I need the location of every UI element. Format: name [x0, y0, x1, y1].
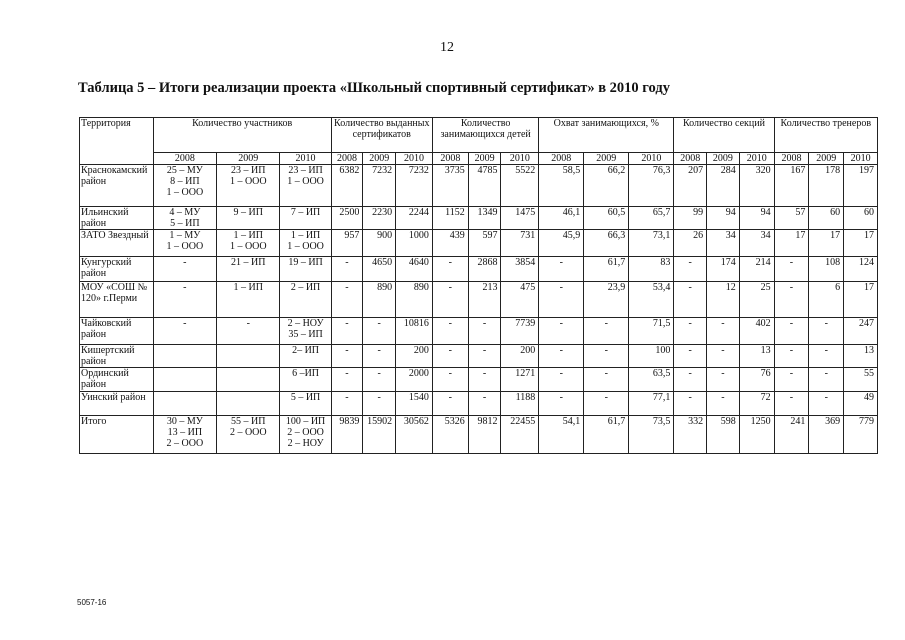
children-cell: -: [468, 345, 501, 368]
header-territory: Территория: [80, 118, 154, 165]
trainers-cell: 108: [809, 257, 844, 282]
document-code: 5057-16: [77, 598, 107, 607]
participants-cell: 1 – ИП 1 – ООО: [280, 230, 331, 257]
trainers-cell: 197: [844, 165, 878, 207]
children-cell: 1271: [501, 368, 539, 392]
sections-cell: -: [707, 368, 740, 392]
children-cell: -: [432, 318, 468, 345]
children-cell: 731: [501, 230, 539, 257]
sections-cell: -: [674, 392, 707, 416]
territory-cell: Краснокамский район: [80, 165, 154, 207]
trainers-cell: 178: [809, 165, 844, 207]
header-certificates: Количество выданных сертификатов: [331, 118, 432, 153]
participants-cell: 2– ИП: [280, 345, 331, 368]
table-row: [80, 165, 878, 207]
sections-cell: -: [674, 345, 707, 368]
coverage-cell: -: [539, 318, 584, 345]
coverage-cell: -: [539, 368, 584, 392]
children-cell: 3854: [501, 257, 539, 282]
participants-cell: 5 – ИП: [280, 392, 331, 416]
sections-cell: 284: [707, 165, 740, 207]
children-cell: 3735: [432, 165, 468, 207]
coverage-cell: -: [584, 345, 629, 368]
coverage-cell: 66,3: [584, 230, 629, 257]
certificates-cell: -: [331, 368, 363, 392]
trainers-cell: -: [774, 392, 809, 416]
children-cell: -: [468, 368, 501, 392]
participants-cell: [153, 392, 216, 416]
certificates-cell: -: [363, 345, 396, 368]
certificates-cell: -: [363, 368, 396, 392]
certificates-cell: 2230: [363, 207, 396, 230]
coverage-cell: 58,5: [539, 165, 584, 207]
sections-cell: 214: [739, 257, 774, 282]
children-cell: 5522: [501, 165, 539, 207]
children-cell: -: [468, 318, 501, 345]
coverage-cell: -: [539, 345, 584, 368]
header-children: Количество занимающихся детей: [432, 118, 538, 153]
coverage-cell: 83: [629, 257, 674, 282]
sections-cell: -: [707, 318, 740, 345]
participants-cell: 9 – ИП: [217, 207, 280, 230]
year-header: 2009: [707, 153, 740, 165]
certificates-cell: 4640: [396, 257, 433, 282]
year-header: 2008: [331, 153, 363, 165]
sections-cell: -: [707, 345, 740, 368]
trainers-cell: 60: [809, 207, 844, 230]
children-cell: 213: [468, 282, 501, 318]
coverage-cell: 73,1: [629, 230, 674, 257]
sections-cell: 34: [707, 230, 740, 257]
children-cell: 1188: [501, 392, 539, 416]
participants-cell: [217, 392, 280, 416]
coverage-cell: -: [584, 368, 629, 392]
sections-cell: 332: [674, 416, 707, 454]
sections-cell: 34: [739, 230, 774, 257]
sections-cell: 94: [707, 207, 740, 230]
sections-cell: 207: [674, 165, 707, 207]
territory-cell: Уинский район: [80, 392, 154, 416]
year-header: 2009: [468, 153, 501, 165]
sections-cell: 94: [739, 207, 774, 230]
coverage-cell: 54,1: [539, 416, 584, 454]
sections-cell: 13: [739, 345, 774, 368]
certificates-cell: -: [363, 318, 396, 345]
year-header: 2010: [739, 153, 774, 165]
coverage-cell: -: [539, 257, 584, 282]
certificates-cell: -: [331, 257, 363, 282]
participants-cell: [153, 368, 216, 392]
trainers-cell: -: [774, 368, 809, 392]
page-number: 12: [440, 40, 454, 55]
table-row: [80, 282, 878, 318]
certificates-cell: 890: [396, 282, 433, 318]
territory-cell: Итого: [80, 416, 154, 454]
sections-cell: 25: [739, 282, 774, 318]
territory-cell: Чайковский район: [80, 318, 154, 345]
coverage-cell: 23,9: [584, 282, 629, 318]
territory-cell: Ординский район: [80, 368, 154, 392]
trainers-cell: -: [809, 392, 844, 416]
certificates-cell: -: [331, 318, 363, 345]
children-cell: 22455: [501, 416, 539, 454]
year-header: 2009: [809, 153, 844, 165]
coverage-cell: 46,1: [539, 207, 584, 230]
participants-cell: -: [217, 318, 280, 345]
certificates-cell: -: [331, 392, 363, 416]
certificates-cell: 4650: [363, 257, 396, 282]
year-header: 2008: [432, 153, 468, 165]
participants-cell: 1 – МУ 1 – ООО: [153, 230, 216, 257]
territory-cell: МОУ «СОШ № 120» г.Перми: [80, 282, 154, 318]
trainers-cell: 57: [774, 207, 809, 230]
sections-cell: 12: [707, 282, 740, 318]
sections-cell: -: [707, 392, 740, 416]
certificates-cell: 15902: [363, 416, 396, 454]
coverage-cell: 63,5: [629, 368, 674, 392]
sections-cell: -: [674, 282, 707, 318]
territory-cell: ЗАТО Звездный: [80, 230, 154, 257]
participants-cell: 55 – ИП 2 – ООО: [217, 416, 280, 454]
trainers-cell: 779: [844, 416, 878, 454]
trainers-cell: 60: [844, 207, 878, 230]
sections-cell: 402: [739, 318, 774, 345]
sections-cell: 320: [739, 165, 774, 207]
participants-cell: [153, 345, 216, 368]
table-row: [80, 368, 878, 392]
table-row: [80, 207, 878, 230]
children-cell: -: [432, 368, 468, 392]
header-coverage: Охват занимающихся, %: [539, 118, 674, 153]
coverage-cell: -: [584, 392, 629, 416]
header-trainers: Количество тренеров: [774, 118, 877, 153]
territory-cell: Кунгурский район: [80, 257, 154, 282]
table-body: [80, 165, 878, 454]
trainers-cell: 247: [844, 318, 878, 345]
participants-cell: 25 – МУ 8 – ИП 1 – ООО: [153, 165, 216, 207]
table-row: [80, 257, 878, 282]
year-header: 2008: [539, 153, 584, 165]
table-row: [80, 345, 878, 368]
children-cell: 5326: [432, 416, 468, 454]
year-header: 2010: [501, 153, 539, 165]
certificates-cell: 7232: [363, 165, 396, 207]
year-header: 2008: [774, 153, 809, 165]
children-cell: 9812: [468, 416, 501, 454]
trainers-cell: 241: [774, 416, 809, 454]
sections-cell: 1250: [739, 416, 774, 454]
trainers-cell: 49: [844, 392, 878, 416]
children-cell: -: [468, 392, 501, 416]
sections-cell: 598: [707, 416, 740, 454]
table-row: [80, 230, 878, 257]
coverage-cell: 61,7: [584, 416, 629, 454]
coverage-cell: 65,7: [629, 207, 674, 230]
trainers-cell: -: [809, 345, 844, 368]
certificates-cell: 200: [396, 345, 433, 368]
trainers-cell: 369: [809, 416, 844, 454]
table-title: Таблица 5 – Итоги реализации проекта «Школьный спортивный сертификат» в 2010 году: [78, 80, 670, 96]
sections-cell: -: [674, 257, 707, 282]
trainers-cell: 13: [844, 345, 878, 368]
coverage-cell: 77,1: [629, 392, 674, 416]
table-row: [80, 392, 878, 416]
certificates-cell: 30562: [396, 416, 433, 454]
coverage-cell: 66,2: [584, 165, 629, 207]
children-cell: 1475: [501, 207, 539, 230]
participants-cell: 100 – ИП 2 – ООО 2 – НОУ: [280, 416, 331, 454]
coverage-cell: 76,3: [629, 165, 674, 207]
children-cell: 439: [432, 230, 468, 257]
participants-cell: 19 – ИП: [280, 257, 331, 282]
children-cell: 4785: [468, 165, 501, 207]
certificates-cell: 1540: [396, 392, 433, 416]
year-header-row: [80, 153, 878, 165]
certificates-cell: 10816: [396, 318, 433, 345]
coverage-cell: 100: [629, 345, 674, 368]
participants-cell: 23 – ИП 1 – ООО: [280, 165, 331, 207]
participants-cell: 6 –ИП: [280, 368, 331, 392]
participants-cell: 2 – НОУ 35 – ИП: [280, 318, 331, 345]
participants-cell: 2 – ИП: [280, 282, 331, 318]
children-cell: 475: [501, 282, 539, 318]
certificates-cell: -: [331, 345, 363, 368]
certificates-cell: 1000: [396, 230, 433, 257]
coverage-cell: 73,5: [629, 416, 674, 454]
participants-cell: -: [153, 282, 216, 318]
children-cell: 597: [468, 230, 501, 257]
participants-cell: 7 – ИП: [280, 207, 331, 230]
coverage-cell: -: [539, 392, 584, 416]
territory-cell: Кишертский район: [80, 345, 154, 368]
trainers-cell: -: [774, 282, 809, 318]
participants-cell: [217, 368, 280, 392]
sections-cell: -: [674, 368, 707, 392]
coverage-cell: -: [539, 282, 584, 318]
children-cell: -: [432, 345, 468, 368]
certificates-cell: -: [331, 282, 363, 318]
year-header: 2008: [153, 153, 216, 165]
trainers-cell: -: [809, 318, 844, 345]
year-header: 2009: [217, 153, 280, 165]
year-header: 2010: [629, 153, 674, 165]
certificates-cell: 900: [363, 230, 396, 257]
sections-cell: 72: [739, 392, 774, 416]
table-row: [80, 416, 878, 454]
trainers-cell: -: [774, 318, 809, 345]
coverage-cell: 71,5: [629, 318, 674, 345]
coverage-cell: 61,7: [584, 257, 629, 282]
trainers-cell: 55: [844, 368, 878, 392]
certificates-cell: 7232: [396, 165, 433, 207]
certificates-cell: 2000: [396, 368, 433, 392]
header-participants: Количество участников: [153, 118, 331, 153]
year-header: 2009: [584, 153, 629, 165]
children-cell: -: [432, 392, 468, 416]
participants-cell: 30 – МУ 13 – ИП 2 – ООО: [153, 416, 216, 454]
trainers-cell: 167: [774, 165, 809, 207]
certificates-cell: 2244: [396, 207, 433, 230]
sections-cell: 26: [674, 230, 707, 257]
participants-cell: 4 – МУ 5 – ИП: [153, 207, 216, 230]
certificates-cell: -: [363, 392, 396, 416]
children-cell: 7739: [501, 318, 539, 345]
certificates-cell: 9839: [331, 416, 363, 454]
year-header: 2010: [844, 153, 878, 165]
participants-cell: [217, 345, 280, 368]
children-cell: 1152: [432, 207, 468, 230]
participants-cell: -: [153, 257, 216, 282]
trainers-cell: 6: [809, 282, 844, 318]
coverage-cell: 53,4: [629, 282, 674, 318]
sections-cell: -: [674, 318, 707, 345]
certificates-cell: 2500: [331, 207, 363, 230]
results-table: [79, 117, 878, 454]
year-header: 2010: [280, 153, 331, 165]
header-sections: Количество секций: [674, 118, 774, 153]
coverage-cell: 60,5: [584, 207, 629, 230]
sections-cell: 174: [707, 257, 740, 282]
certificates-cell: 957: [331, 230, 363, 257]
trainers-cell: -: [774, 257, 809, 282]
participants-cell: -: [153, 318, 216, 345]
sections-cell: 99: [674, 207, 707, 230]
trainers-cell: -: [809, 368, 844, 392]
children-cell: 200: [501, 345, 539, 368]
year-header: 2008: [674, 153, 707, 165]
trainers-cell: 17: [809, 230, 844, 257]
children-cell: 2868: [468, 257, 501, 282]
table-row: [80, 318, 878, 345]
children-cell: -: [432, 257, 468, 282]
children-cell: -: [432, 282, 468, 318]
children-cell: 1349: [468, 207, 501, 230]
territory-cell: Ильинский район: [80, 207, 154, 230]
certificates-cell: 6382: [331, 165, 363, 207]
trainers-cell: 17: [774, 230, 809, 257]
coverage-cell: -: [584, 318, 629, 345]
participants-cell: 1 – ИП 1 – ООО: [217, 230, 280, 257]
sections-cell: 76: [739, 368, 774, 392]
trainers-cell: 124: [844, 257, 878, 282]
participants-cell: 23 – ИП 1 – ООО: [217, 165, 280, 207]
participants-cell: 21 – ИП: [217, 257, 280, 282]
year-header: 2010: [396, 153, 433, 165]
trainers-cell: 17: [844, 282, 878, 318]
participants-cell: 1 – ИП: [217, 282, 280, 318]
coverage-cell: 45,9: [539, 230, 584, 257]
trainers-cell: -: [774, 345, 809, 368]
certificates-cell: 890: [363, 282, 396, 318]
year-header: 2009: [363, 153, 396, 165]
trainers-cell: 17: [844, 230, 878, 257]
